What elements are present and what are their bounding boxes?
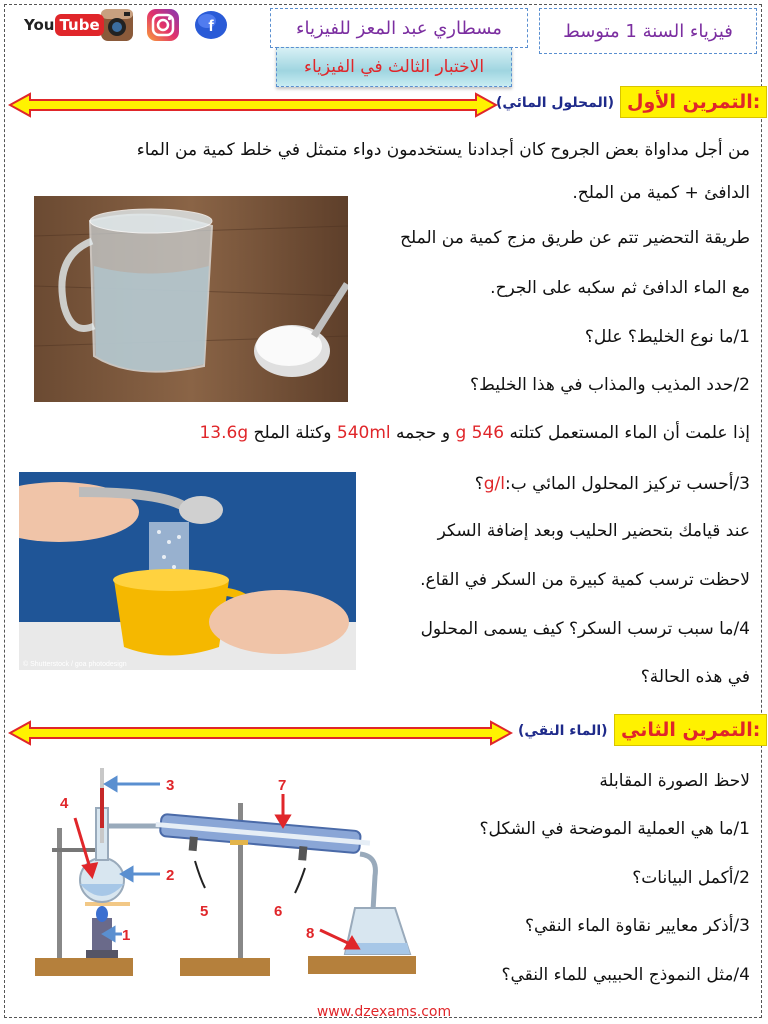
exercise1-title: التمرين الأول: [620, 86, 767, 118]
data-text-3: وكتلة الملح [253, 423, 332, 443]
distillation-diagram [30, 768, 430, 986]
label-7: 7 [278, 777, 287, 794]
data-text-1: إذا علمت أن الماء المستعمل كتلته [509, 423, 750, 443]
q3-unit: g/l [483, 474, 505, 494]
water-mass-value: 546 g [455, 423, 505, 443]
label-6: 6 [274, 903, 283, 920]
ex2-line-1: لاحظ الصورة المقابلة [599, 771, 750, 791]
youtube-tube-text: Tube [55, 14, 103, 36]
test-title: الاختبار الثالث في الفيزياء [303, 57, 485, 77]
camera-icon[interactable] [100, 8, 134, 42]
ex1-question-3 [475, 474, 750, 494]
water-volume-value: 540ml [336, 423, 391, 443]
label-8: 8 [306, 925, 315, 942]
q3-end: ؟ [474, 474, 484, 494]
ex1-data-line [199, 423, 750, 443]
label-5: 5 [200, 903, 209, 920]
ex1-line-3: طريقة التحضير تتم عن طريق مزج كمية من الملح [400, 228, 750, 248]
label-1: 1 [122, 927, 131, 944]
ex2-question-3: 3/أذكر معايير نقاوة الماء النقي؟ [524, 916, 750, 936]
exercise2-subtitle: (الماء النقي) [518, 723, 608, 739]
label-2: 2 [166, 867, 175, 884]
sugar-cup-photo [19, 472, 356, 670]
salt-mass-value: 13.6g [199, 423, 249, 443]
double-arrow-2 [8, 720, 513, 746]
label-4: 4 [60, 795, 69, 812]
youtube-you-text: You [24, 16, 55, 34]
test-title-banner [276, 47, 512, 87]
facebook-icon[interactable] [192, 8, 230, 42]
ex1-line-7: عند قيامك بتحضير الحليب وبعد إضافة السكر [437, 521, 750, 541]
water-salt-photo [34, 196, 348, 402]
social-icons [24, 8, 230, 42]
double-arrow-1 [8, 92, 498, 118]
data-text-2: و حجمه [396, 423, 451, 443]
ex1-line-4: مع الماء الدافئ ثم سكبه على الجرح. [490, 278, 750, 298]
ex1-question-1: 1/ما نوع الخليط؟ علل؟ [584, 327, 750, 347]
ex1-line-2: الدافئ + كمية من الملح. [572, 183, 750, 203]
q3-text: 3/أحسب تركيز المحلول المائي ب: [505, 474, 750, 494]
exercise1-subtitle: (المحلول المائي) [496, 95, 614, 111]
ex1-line-1: من أجل مداواة بعض الجروح كان أجدادنا يستخدمون دواء متمثل في خلط كمية من الماء [136, 140, 750, 160]
facebook-letter: f [208, 18, 214, 35]
ex1-line-8: لاحظت ترسب كمية كبيرة من السكر في القاع. [420, 570, 750, 590]
photo-credit: © Shutterstock / goa photodesign [23, 661, 127, 668]
youtube-logo[interactable] [24, 10, 100, 40]
ex2-question-2: 2/أكمل البيانات؟ [632, 868, 750, 888]
ex2-question-1: 1/ما هي العملية الموضحة في الشكل؟ [479, 819, 750, 839]
ex2-question-4: 4/مثل النموذج الحبيبي للماء النقي؟ [501, 965, 750, 985]
ex1-line-10: في هذه الحالة؟ [640, 667, 750, 687]
label-3: 3 [166, 777, 175, 794]
ex1-question-2: 2/حدد المذيب والمذاب في هذا الخليط؟ [470, 375, 750, 395]
teacher-title-box [270, 8, 528, 48]
exercise2-title: التمرين الثاني: [614, 714, 767, 746]
instagram-icon[interactable] [146, 8, 180, 42]
ex1-question-4: 4/ما سبب ترسب السكر؟ كيف يسمى المحلول [420, 619, 750, 639]
footer-website[interactable]: www.dzexams.com [316, 1004, 452, 1020]
level-title: فيزياء السنة 1 متوسط [563, 20, 733, 42]
teacher-title: مسطاري عبد المعز للفيزياء [296, 17, 502, 39]
level-title-box [539, 8, 757, 54]
